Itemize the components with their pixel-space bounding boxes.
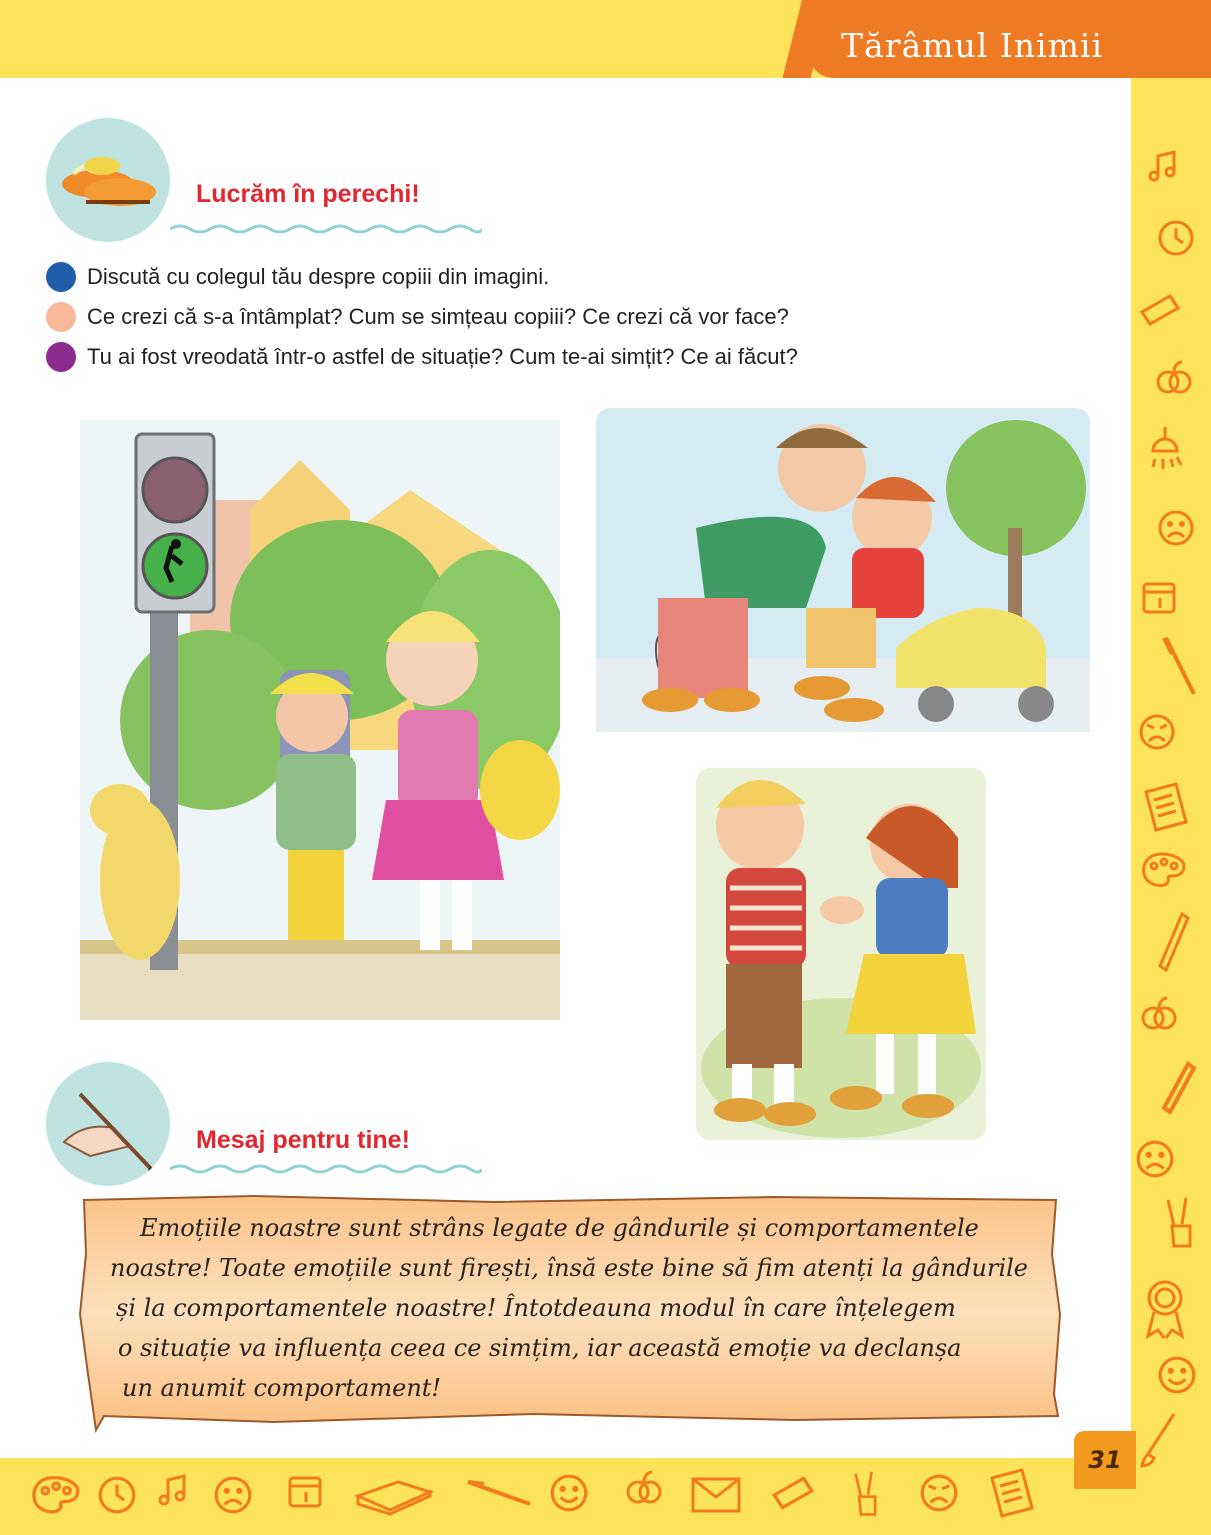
boys-dog-scooter-illustration [596, 408, 1090, 732]
medal-ribbon-icon [1140, 1276, 1190, 1340]
music-note-icon [1146, 148, 1182, 184]
peach-bullet-dot [46, 302, 76, 332]
pencil-icon [1152, 910, 1192, 974]
envelope-icon [690, 1476, 742, 1514]
title-underline-wave [170, 222, 482, 236]
right-decor-bar [1131, 78, 1211, 1458]
message-line: o situație va influența ceea ce simțim, iar această emoție va declanșa [118, 1334, 962, 1362]
ticket-icon [1138, 292, 1182, 328]
list-item [46, 337, 798, 377]
happy-face-icon [548, 1472, 590, 1514]
section-badge-message [46, 1062, 170, 1186]
peace-hand-icon [852, 1470, 884, 1518]
calendar-icon [1140, 576, 1180, 616]
list-item [46, 297, 798, 337]
section-title-message: Mesaj pentru tine! [196, 1126, 410, 1154]
sad-face-icon [1156, 508, 1196, 548]
message-line: un anumit comportament! [122, 1374, 442, 1402]
apple-icon [1152, 356, 1196, 400]
ticket-icon [770, 1474, 816, 1512]
apple-icon [622, 1466, 666, 1510]
purple-bullet-dot [46, 342, 76, 372]
palette-icon [1140, 850, 1186, 890]
happy-face-icon [1156, 1354, 1198, 1396]
list-item-text: Tu ai fost vreodată într-o astfel de situație? Cum te-ai simțit? Ce ai făcut? [87, 344, 798, 369]
music-note-icon [156, 1472, 192, 1508]
message-line: Emoțiile noastre sunt strâns legate de gândurile și comportamentele [140, 1214, 979, 1242]
traffic-light-children-illustration [80, 420, 560, 1020]
clock-icon [1156, 218, 1196, 258]
angry-face-icon [918, 1472, 960, 1514]
list-item-text: Discută cu colegul tău despre copiii din imagini. [87, 264, 550, 289]
message-paragraph [110, 1208, 1070, 1408]
apple-icon [1137, 992, 1181, 1036]
section-title-pairs: Lucrăm în perechi! [196, 180, 420, 208]
pen-hand-icon [46, 1062, 170, 1186]
calendar-icon [286, 1470, 326, 1510]
angry-face-icon [1137, 712, 1177, 752]
header-tab [808, 0, 1211, 78]
message-line: și la comportamentele noastre! Întotdeauna modul în care înțelegem [116, 1294, 956, 1322]
brush-icon [1138, 1410, 1178, 1470]
shower-icon [1145, 425, 1185, 485]
notepad-icon [1140, 780, 1190, 832]
list-item [46, 257, 798, 297]
message-line: noastre! Toate emoțiile sunt firești, însă este bine să fim atenți la gândurile [110, 1254, 1029, 1282]
toothbrush-icon [464, 1478, 534, 1508]
blue-bullet-dot [46, 262, 76, 292]
discussion-list [46, 257, 798, 377]
book-icon [354, 1476, 434, 1516]
toothbrush-icon [1160, 634, 1200, 698]
shoes-icon [46, 118, 170, 242]
sad-face-icon [1134, 1138, 1176, 1180]
list-item-text: Ce crezi că s-a întâmplat? Cum se simțeau copiii? Ce crezi că vor face? [87, 304, 789, 329]
title-underline-wave [170, 1162, 482, 1176]
crayon-icon [1158, 1060, 1198, 1116]
palette-icon [30, 1470, 80, 1520]
clock-icon [96, 1474, 138, 1516]
sad-face-icon [212, 1474, 254, 1516]
page-number: 31 [1074, 1431, 1136, 1489]
boy-girl-argument-illustration [696, 768, 986, 1140]
section-badge-pairs [46, 118, 170, 242]
chapter-title: Tărâmul Inimii [841, 26, 1103, 65]
notepad-icon [986, 1466, 1036, 1518]
peace-hand-icon [1164, 1196, 1200, 1250]
